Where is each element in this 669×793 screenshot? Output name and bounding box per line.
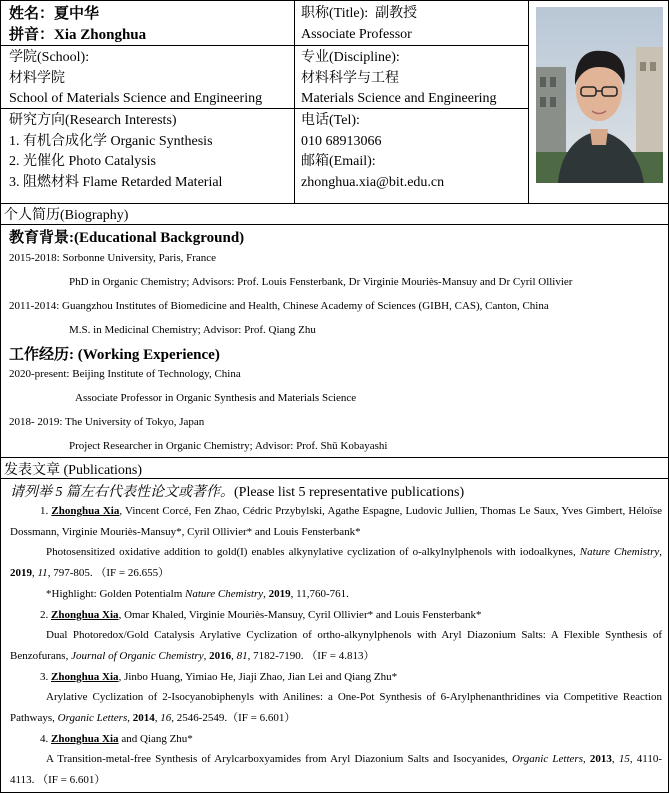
prompt-en: (Please list 5 representative publications)	[234, 485, 465, 500]
publication-body: Arylative Cyclization of 2-Isocyanobiphenyls with Anilines: a One-Pot Synthesis of 6-Arylphenanthridines via Competitive Reaction Pathways, Organic Letters, 2014, 16, 2546-2549.（IF = 6.601）	[10, 691, 662, 725]
pub-authors: and Qiang Zhu*	[118, 732, 193, 745]
edu-period: 2015-2018: Sorbonne University, Paris, France	[9, 252, 217, 264]
research-item: 2. 光催化 Photo Catalysis	[9, 154, 157, 169]
prompt-cn: 请列举 5 篇左右代表性论文或著作。	[10, 485, 234, 500]
title-label: 职称(Title):	[301, 6, 369, 21]
publication-body: Dual Photoredox/Gold Catalysis Arylative Cyclization of ortho-alkynylphenols with Aryl Diazonium Salts: A Flexible Synthesis of Benzofurans, Journal of Organic Chemistry, 2016, 81, 7182-7190. （IF = 4.813）	[10, 629, 662, 662]
title-en: Associate Professor	[301, 26, 412, 42]
contact-cell	[298, 110, 526, 194]
school-cell	[6, 47, 292, 111]
pub-title: Arylative Cyclization of 2-Isocyanobiphenyls with Anilines: a One-Pot Synthesis of 6-Arylphenanthridines via Competitive Reaction Pathways,	[10, 691, 662, 725]
publication-item: 2. Zhonghua Xia, Omar Khaled, Virginie Mouriès-Mansuy, Cyril Ollivier* and Louis Fensterbank*	[40, 608, 482, 621]
divider	[528, 1, 529, 203]
discipline-cell	[298, 47, 526, 111]
profile-photo	[536, 7, 663, 183]
biography-title: 个人简历(Biography)	[4, 208, 129, 223]
research-label: 研究方向(Research Interests)	[9, 113, 177, 128]
tel-label: 电话(Tel):	[301, 113, 360, 128]
name-label: 姓名：	[9, 6, 55, 22]
pub-volume: 81	[236, 649, 248, 662]
pub-authors: , Vincent Corcé, Fen Zhao, Cédric Przybylski, Agathe Espagne, Ludovic Jullien, Thomas Le Saux, Yves Gimbert, Héloïse Dossmann, Virginie Mouriès-Mansuy*, Cyril Ollivier* and Louis Fensterbank*	[10, 505, 662, 538]
pub-year: 2014	[132, 712, 155, 725]
work-heading: 工作经历: (Working Experience)	[9, 347, 220, 363]
publication-item: 4. Zhonghua Xia and Qiang Zhu*	[40, 732, 193, 745]
pub-journal: Nature Chemistry	[579, 546, 660, 559]
pub-title: A Transition-metal-free Synthesis of Arylcarboxyamides from Aryl Diazonium Salts and Isocyanides,	[46, 753, 512, 766]
edu-detail: PhD in Organic Chemistry; Advisors: Prof. Louis Fensterbank, Dr Virginie Mouriès-Mansuy and Dr Cyril Ollivier	[69, 276, 573, 288]
publications-prompt	[10, 481, 464, 501]
pub-pages: , 797-805. （IF = 26.655）	[47, 567, 170, 580]
publication-body: Photosensitized oxidative addition to gold(I) enables alkynylative cyclization of o-alkylnylphenols with iodoalkynes, Nature Chemistry, 2019, 11, 797-805. （IF = 26.655）	[10, 546, 662, 580]
school-en: School of Materials Science and Engineering	[9, 91, 263, 106]
pub-year: 2013	[589, 753, 612, 766]
publication-item: 1. Zhonghua Xia, Vincent Corcé, Fen Zhao, Cédric Przybylski, Agathe Espagne, Ludovic Jullien, Thomas Le Saux, Yves Gimbert, Héloïse Dossmann, Virginie Mouriès-Mansuy*, Cyril Ollivier* and Louis Fensterbank*	[10, 505, 662, 538]
school-label: 学院(School):	[9, 50, 90, 65]
work-period: 2020-present: Beijing Institute of Technology, China	[9, 368, 241, 380]
pub-pages: , 2546-2549.（IF = 6.601）	[171, 712, 296, 725]
pub-authors: , Jinbo Huang, Yimiao He, Jiaji Zhao, Jian Lei and Qiang Zhu*	[118, 670, 398, 683]
email-label: 邮箱(Email):	[301, 154, 376, 169]
self-author: Zhonghua Xia	[51, 670, 119, 683]
self-author: Zhonghua Xia	[51, 505, 120, 517]
title-cn: 副教授	[375, 6, 418, 21]
self-author: Zhonghua Xia	[51, 732, 119, 745]
publication-highlight: *Highlight: Golden Potentialm Nature Chemistry, 2019, 11,760-761.	[46, 587, 349, 600]
portrait-image	[536, 7, 663, 183]
divider	[1, 224, 668, 225]
pub-volume: 15	[618, 753, 630, 766]
work-detail: Associate Professor in Organic Synthesis and Materials Science	[75, 392, 357, 404]
research-cell	[6, 110, 292, 194]
research-item: 1. 有机合成化学 Organic Synthesis	[9, 133, 213, 149]
self-author: Zhonghua Xia	[51, 608, 119, 621]
pub-journal: Journal of Organic Chemistry	[71, 649, 204, 662]
education-heading: 教育背景:(Educational Background)	[9, 230, 245, 246]
publications-title: 发表文章 (Publications)	[4, 463, 143, 478]
pub-journal: Organic Letters	[511, 753, 583, 766]
research-item: 3. 阻燃材料 Flame Retarded Material	[9, 174, 223, 190]
discipline-cn: 材料科学与工程	[301, 70, 399, 86]
publication-list	[10, 501, 662, 791]
pub-pages: , 4110-4113. （IF = 6.601）	[10, 753, 663, 787]
discipline-label: 专业(Discipline):	[301, 50, 400, 65]
pub-volume: 16	[160, 712, 172, 725]
publication-item: 3. Zhonghua Xia, Jinbo Huang, Yimiao He, Jiaji Zhao, Jian Lei and Qiang Zhu*	[40, 670, 398, 683]
divider	[294, 1, 295, 203]
pub-volume: 11	[37, 567, 48, 580]
pub-journal: Organic Letters	[57, 712, 128, 725]
divider	[1, 457, 668, 458]
publication-body: A Transition-metal-free Synthesis of Arylcarboxyamides from Aryl Diazonium Salts and Isocyanides, Organic Letters, 2013, 15, 4110-4113. （IF = 6.601）	[10, 753, 663, 787]
email-value: zhonghua.xia@bit.edu.cn	[301, 174, 445, 190]
pub-pages: , 7182-7190. （IF = 4.813）	[247, 649, 375, 662]
pub-year: 2019	[10, 567, 32, 580]
tel-value: 010 68913066	[301, 133, 382, 149]
discipline-en: Materials Science and Engineering	[301, 91, 497, 106]
edu-period: 2011-2014: Guangzhou Institutes of Biomedicine and Health, Chinese Academy of Sciences (GIBH, CAS), Canton, China	[9, 300, 549, 312]
edu-detail: M.S. in Medicinal Chemistry; Advisor: Prof. Qiang Zhu	[69, 324, 316, 336]
name-cell	[6, 3, 292, 46]
work-detail: Project Researcher in Organic Chemistry; Advisor: Prof. Shū Kobayashi	[69, 440, 388, 452]
school-cn: 材料学院	[9, 70, 65, 86]
pub-title: Photosensitized oxidative addition to gold(I) enables alkynylative cyclization of o-alkylnylphenols with iodoalkynes,	[46, 546, 580, 559]
title-cell	[298, 3, 526, 46]
work-period: 2018- 2019: The University of Tokyo, Japan	[9, 416, 205, 428]
pub-year: 2016	[209, 649, 232, 662]
name-cn: 夏中华	[54, 6, 100, 22]
pub-authors: , Omar Khaled, Virginie Mouriès-Mansuy, Cyril Ollivier* and Louis Fensterbank*	[118, 608, 482, 621]
pub-title: Dual Photoredox/Gold Catalysis Arylative Cyclization of ortho-alkynylphenols with Aryl Diazonium Salts: A Flexible Synthesis of Benzofurans,	[10, 629, 662, 662]
name-en: Xia Zhonghua	[54, 26, 147, 43]
pinyin-label: 拼音：	[9, 26, 55, 43]
